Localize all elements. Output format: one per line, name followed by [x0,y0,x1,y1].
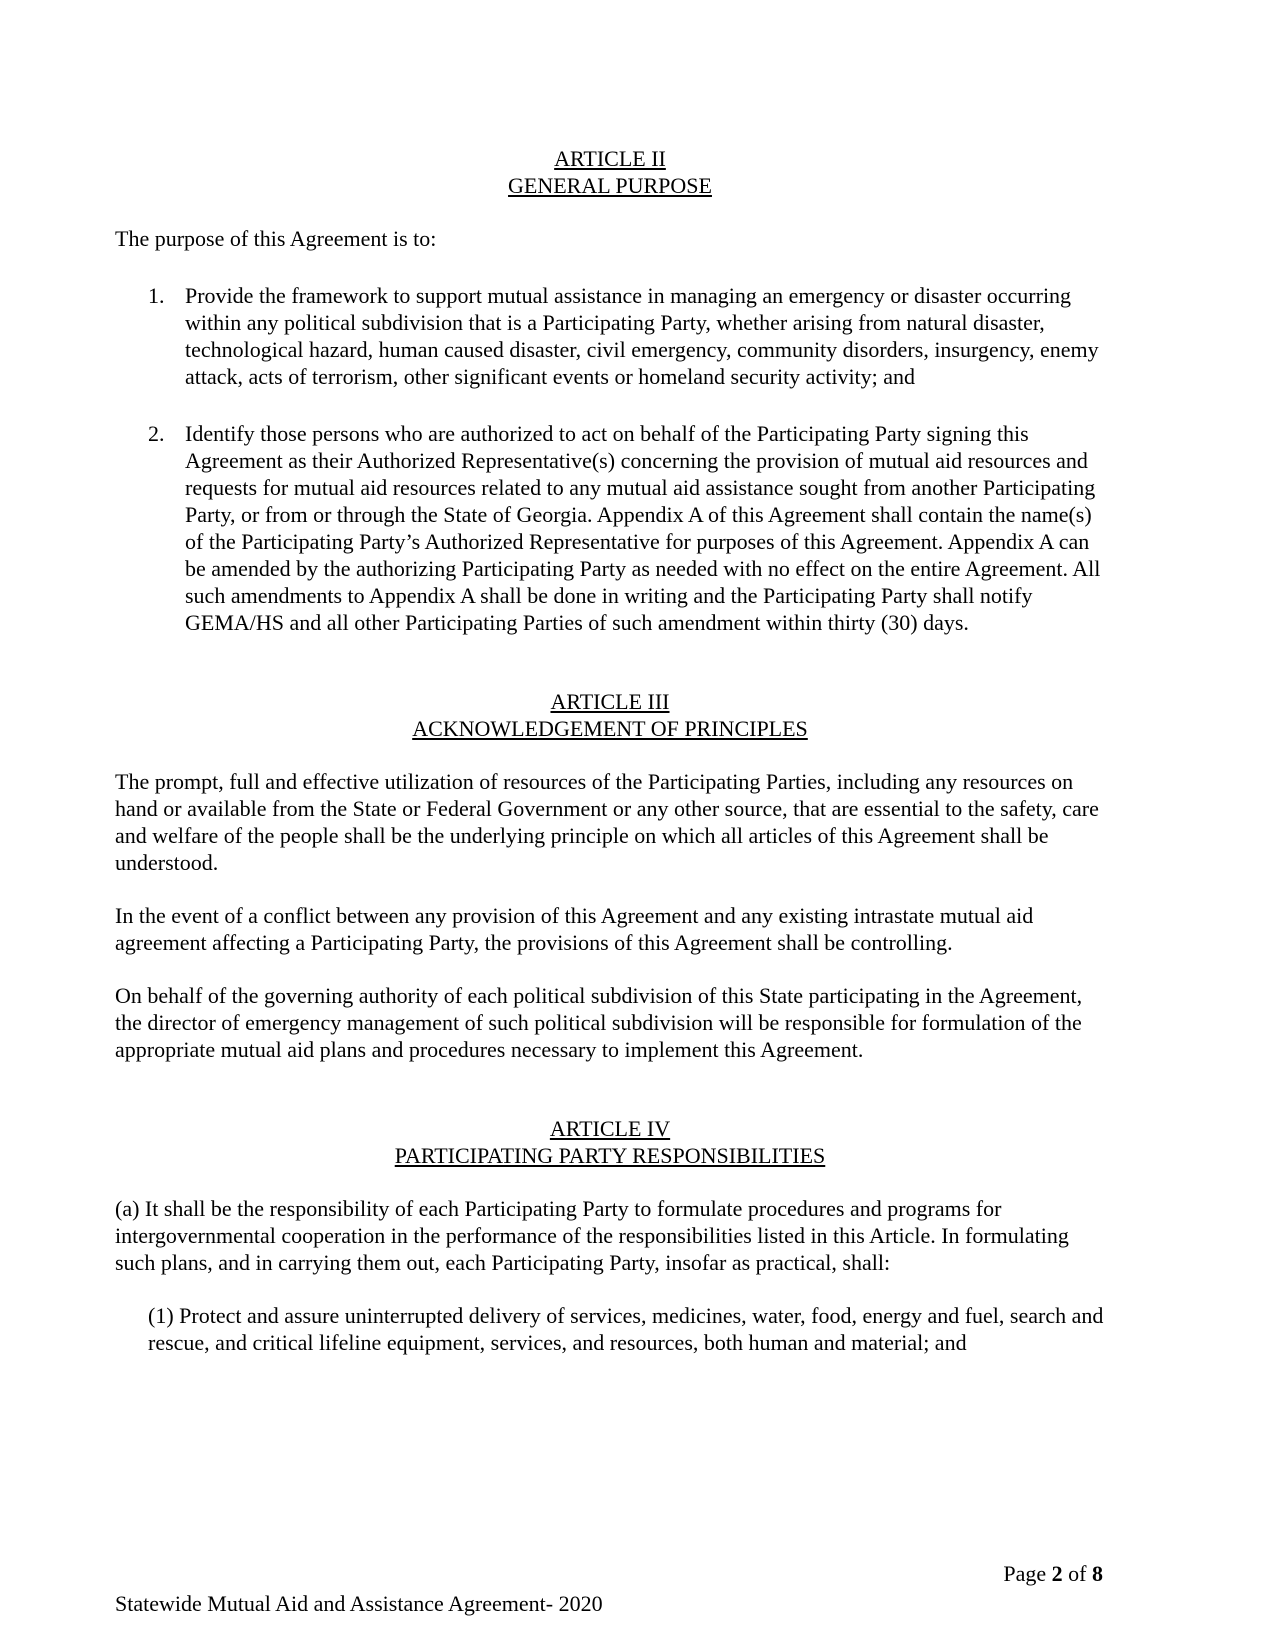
article-3-subtitle [115,715,1105,742]
article-2-title [115,145,1105,172]
article-4-title [115,1115,1105,1142]
list-item-2 [148,420,1105,636]
article-3-heading [115,688,1105,742]
article-2-subtitle [115,172,1105,199]
article-3-paragraph-3: On behalf of the governing authority of each political subdivision of this State participating in the Agreement, the director of emergency management of such political subdivision will be responsible for formulation of the appropriate mutual aid plans and procedures necessary to implement this Agreement. [115,983,1083,1062]
document-footer-title: Statewide Mutual Aid and Assistance Agreement- 2020 [115,1591,603,1616]
page-total: 8 [1092,1561,1103,1586]
article-3-subtitle-text: ACKNOWLEDGEMENT OF PRINCIPLES [412,716,808,741]
page-number: 2 [1051,1561,1063,1586]
article-4-subtitle-text: PARTICIPATING PARTY RESPONSIBILITIES [394,1143,826,1168]
article-4-paragraph-1: (1) Protect and assure uninterrupted delivery of services, medicines, water, food, energy and fuel, search and rescue, and critical lifeline equipment, services, and resources, both human and material; and [148,1303,1104,1355]
page-of-label: of [1068,1561,1087,1586]
article-4-paragraph-a: (a) It shall be the responsibility of each Participating Party to formulate procedures and programs for intergovernmental cooperation in the performance of the responsibilities listed in this Article. In formulating such plans, and in carrying them out, each Participating Party, insofar as practical, shall: [115,1196,1069,1275]
article-3-title [115,688,1105,715]
article-4-title-text: ARTICLE IV [549,1116,671,1141]
article-4-subtitle [115,1142,1105,1169]
list-item-2-text: Identify those persons who are authorized to act on behalf of the Participating Party signing this Agreement as their Authorized Representative(s) concerning the provision of mutual aid resources and requests for mutual aid resources related to any mutual aid assistance sought from another Participating Party, or from or through the State of Georgia. Appendix A of this Agreement shall contain the name(s) of the Participating Party’s Authorized Representative for purposes of this Agreement. Appendix A can be amended by the authorizing Participating Party as needed with no effect on the entire Agreement. All such amendments to Appendix A shall be done in writing and the Participating Party shall notify GEMA/HS and all other Participating Parties of such amendment within thirty (30) days. [185,421,1101,635]
article-3-paragraph-1: The prompt, full and effective utilization of resources of the Participating Parties, including any resources on hand or available from the State or Federal Government or any other source, that are essential to the safety, care and welfare of the people shall be the underlying principle on which all articles of this Agreement shall be understood. [115,769,1099,875]
article-2-heading [115,145,1105,199]
article-2-subtitle-text: GENERAL PURPOSE [508,173,712,198]
list-item-1 [148,282,1105,390]
list-item-1-number: 1. [148,283,165,308]
article-4-heading [115,1115,1105,1169]
list-item-1-text: Provide the framework to support mutual assistance in managing an emergency or disaster occurring within any political subdivision that is a Participating Party, whether arising from natural disaster, technological hazard, human caused disaster, civil emergency, community disorders, insurgency, enemy attack, acts of terrorism, other significant events or homeland security activity; and [185,283,1099,389]
article-2-title-text: ARTICLE II [554,146,666,171]
page-number-indicator [1003,1560,1103,1587]
list-item-2-number: 2. [148,421,165,446]
document-page [115,0,1105,1356]
article-3-title-text: ARTICLE III [550,689,670,714]
page-label: Page [1003,1561,1047,1586]
article-2-intro: The purpose of this Agreement is to: [115,226,437,251]
article-3-paragraph-2: In the event of a conflict between any provision of this Agreement and any existing intrastate mutual aid agreement affecting a Participating Party, the provisions of this Agreement shall be controlling. [115,903,1034,955]
